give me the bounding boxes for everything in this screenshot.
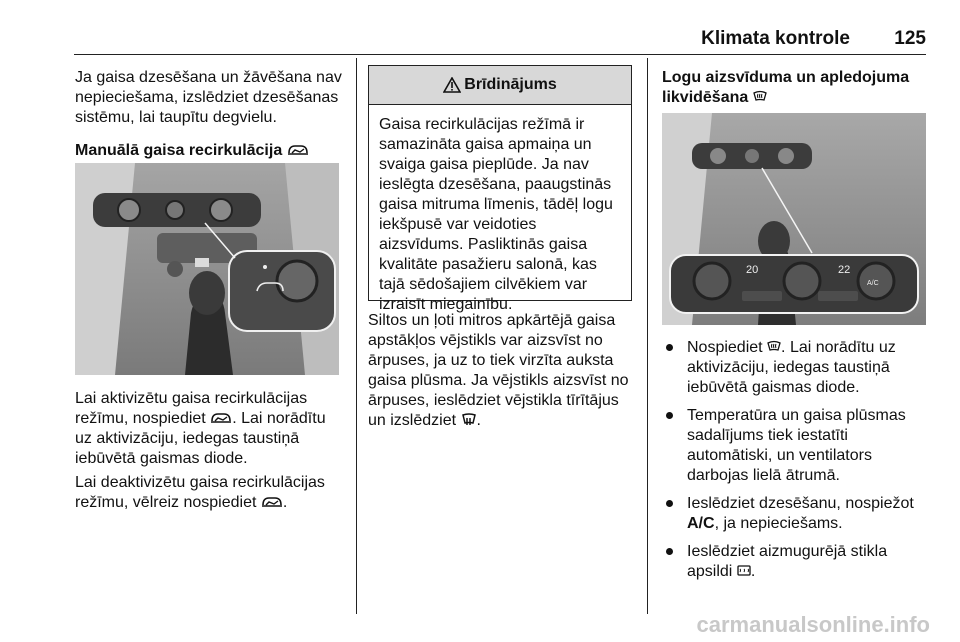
header-title: Klimata kontrole — [701, 28, 850, 49]
column-divider-2 — [647, 58, 648, 614]
left-temp-display: 20 — [746, 264, 759, 276]
bullet-dot — [666, 548, 673, 555]
column-divider-1 — [356, 58, 357, 614]
section-heading-defrost — [662, 68, 927, 108]
deactivate-text-before: Lai deaktivizētu gaisa recirkulācijas režīmu, vēlreiz nospiediet — [75, 474, 325, 511]
warning-box — [368, 65, 632, 313]
windscreen-airflow-icon — [461, 413, 477, 427]
column-3-lower — [662, 338, 927, 590]
header-rule — [74, 54, 926, 55]
bullet-dot — [666, 500, 673, 507]
photo-console-recirculation — [75, 163, 339, 375]
heading-text: Logu aizsvīduma un apledojuma likvidēšana — [662, 69, 910, 106]
ac-button-label: A/C — [867, 280, 879, 287]
watermark: carmanualsonline.info — [696, 612, 930, 637]
bullet-text: Ieslēdziet dzesēšanu, nospiežot — [687, 495, 914, 512]
deactivate-paragraph — [75, 473, 343, 513]
console-illustration — [75, 163, 339, 375]
warning-triangle-icon — [443, 77, 461, 93]
bullet-dot — [666, 344, 673, 351]
heading-text: Manuālā gaisa recirkulācija — [75, 142, 283, 159]
page-number: 125 — [894, 28, 926, 49]
ac-label: A/C — [687, 515, 715, 532]
recirculation-icon — [287, 144, 309, 156]
windscreen-defrost-icon — [753, 90, 767, 104]
rear-window-heat-icon — [737, 564, 751, 578]
bullet-text: Nospiediet — [687, 339, 768, 356]
section-heading-recirculation — [75, 141, 343, 161]
photo-console-defrost — [662, 113, 926, 325]
outside-fog-text-after: . — [476, 412, 481, 429]
bullet-text-after: , ja nepieciešams. — [714, 515, 843, 532]
column-1-lower — [75, 389, 343, 513]
warning-header — [369, 66, 631, 105]
right-temp-display: 22 — [838, 264, 851, 276]
deactivate-text-after: . — [282, 494, 288, 511]
climate-panel-illustration — [662, 113, 926, 325]
column-3 — [662, 68, 927, 108]
intro-paragraph: Ja gaisa dzesēšana un žāvēšana nav nepieciešama, izslēdziet dzesēšanas sistēmu, lai taupītu degvielu. — [75, 69, 342, 126]
bullet-text: Ieslēdziet aizmugurējā stikla apsildi — [687, 543, 888, 580]
list-item — [662, 338, 927, 398]
warning-text: Gaisa recirkulācijas režīmā ir samazināta gaisa apmaiņa un svaiga gaisa pieplūde. Ja nav ieslēgta dzesēšana, paaugstinās gaisa mitruma līmenis, tādēļ logu iekšpusē var veidoties aizsvīdums. Pasliktinās gaisa kvalitāte pasažieru salonā, kas tajā sēdošajiem cilvēkiem var izraisīt miegainību. — [379, 116, 613, 313]
recirculation-icon — [210, 412, 232, 424]
column-2-lower — [368, 311, 638, 431]
list-item — [662, 542, 927, 582]
bullet-text-after: . — [750, 563, 756, 580]
recirculation-icon — [261, 496, 283, 508]
outside-fog-paragraph — [368, 311, 638, 431]
list-item — [662, 406, 927, 486]
column-1 — [75, 68, 343, 161]
windscreen-defrost-icon — [767, 340, 781, 354]
activate-text-after: . Lai norādītu uz aktivizāciju, iedegas taustiņā iebūvētā gaismas diode. — [75, 410, 326, 467]
activate-paragraph — [75, 389, 343, 469]
warning-title: Brīdinājums — [464, 76, 557, 93]
bullet-text-after: . Lai norādītu uz aktivizāciju, iedegas taustiņā iebūvētā gaismas diode. — [687, 339, 896, 396]
defrost-steps — [662, 338, 927, 582]
activate-text-before: Lai aktivizētu gaisa recirkulācijas režīmu, nospiediet — [75, 390, 308, 427]
outside-fog-text-before: Siltos un ļoti mitros apkārtējā gaisa apstākļos vējstikls var aizsvīst no ārpuses, ja uz to tiek virzīta auksta gaisa plūsma. Ja vējstikls aizsvīst no ārpuses, ieslēdziet vējstikla tīrītājus un izslēdziet — [368, 312, 629, 429]
bullet-text: Temperatūra un gaisa plūsmas sadalījums tiek iestatīti automātiski, un ventilators darbojas lielā ātrumā. — [687, 407, 906, 484]
list-item — [662, 494, 927, 534]
bullet-dot — [666, 412, 673, 419]
